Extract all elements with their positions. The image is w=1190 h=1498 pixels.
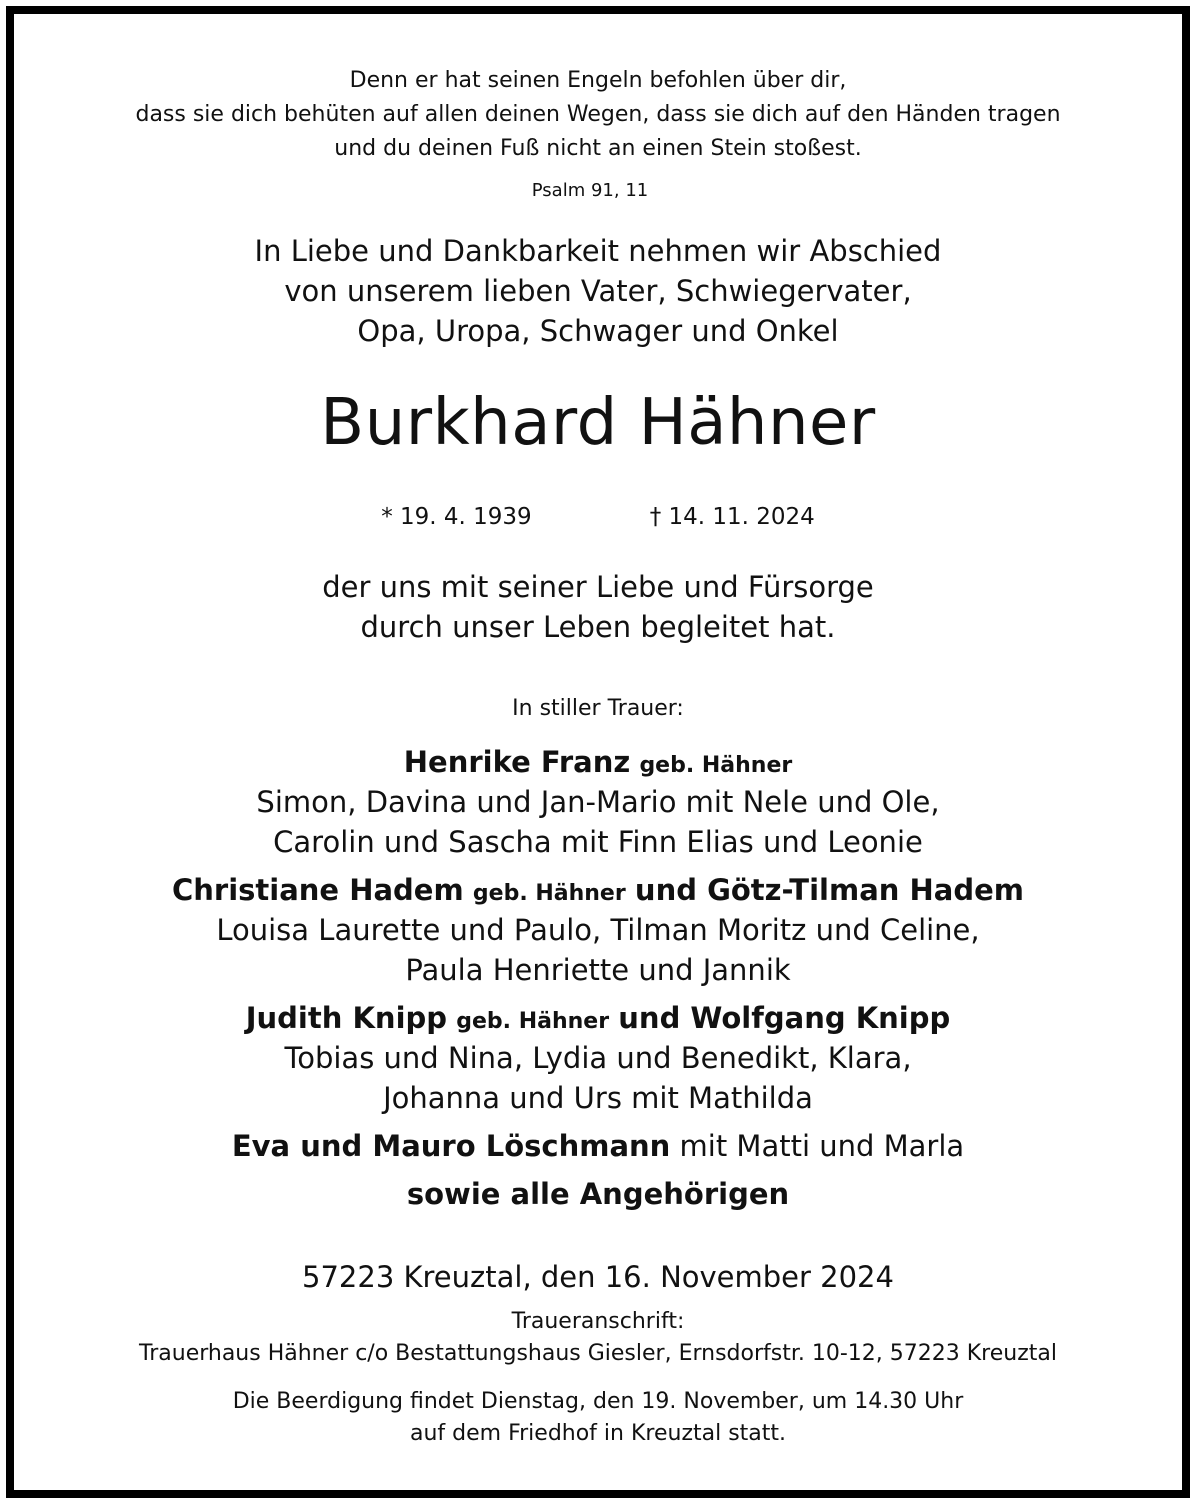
- intro-line-3: Opa, Uropa, Schwager und Onkel: [357, 314, 839, 348]
- family-1-maiden: geb. Hähner: [639, 753, 793, 778]
- verse-line-3: und du deinen Fuß nicht an einen Stein stoßest.: [334, 136, 862, 161]
- family-2-line-1: Louisa Laurette und Paulo, Tilman Moritz und Celine,: [216, 913, 980, 947]
- family-1-name: Henrike Franz: [403, 745, 631, 779]
- verse-line-1: Denn er hat seinen Engeln befohlen über dir,: [349, 68, 847, 93]
- family-3-maiden: geb. Hähner: [456, 1009, 610, 1034]
- funeral-line-1: Die Beerdigung findet Dienstag, den 19. November, um 14.30 Uhr: [232, 1389, 964, 1414]
- family-2-heading: [14, 870, 1182, 914]
- family-3-line-1: Tobias und Nina, Lydia und Benedikt, Klara,: [284, 1041, 912, 1075]
- place-date: 57223 Kreuztal, den 16. November 2024: [302, 1260, 894, 1294]
- life-dates: [14, 504, 1182, 530]
- family-3-heading: [14, 998, 1182, 1042]
- tribute-line-2: durch unser Leben begleitet hat.: [360, 610, 836, 644]
- family-4-line: [14, 1126, 1182, 1166]
- family-3-partner: und Wolfgang Knipp: [618, 1001, 951, 1035]
- death-date: † 14. 11. 2024: [649, 504, 815, 530]
- family-1-line-1: Simon, Davina und Jan-Mario mit Nele und Ole,: [256, 785, 940, 819]
- address-text: Trauerhaus Hähner c/o Bestattungshaus Giesler, Ernsdorfstr. 10-12, 57223 Kreuztal: [139, 1341, 1057, 1366]
- birth-date: * 19. 4. 1939: [381, 504, 532, 530]
- address-label: Traueranschrift:: [511, 1309, 685, 1334]
- family-1-line-2: Carolin und Sascha mit Finn Elias und Leonie: [273, 825, 923, 859]
- deceased-name: Burkhard Hähner: [320, 386, 876, 460]
- family-4-name: Eva und Mauro Löschmann: [231, 1129, 671, 1163]
- tribute-line-1: der uns mit seiner Liebe und Fürsorge: [322, 570, 874, 604]
- intro-line-1: In Liebe und Dankbarkeit nehmen wir Abschied: [254, 234, 942, 268]
- obituary-frame: [6, 6, 1190, 1498]
- family-2-partner: und Götz-Tilman Hadem: [634, 873, 1024, 907]
- mourners-label: In stiller Trauer:: [512, 696, 684, 721]
- family-1-heading: [14, 742, 1182, 786]
- family-3-name: Judith Knipp: [245, 1001, 448, 1035]
- funeral-line-2: auf dem Friedhof in Kreuztal statt.: [409, 1421, 787, 1446]
- family-2-line-2: Paula Henriette und Jannik: [405, 953, 791, 987]
- verse-reference: Psalm 91, 11: [531, 180, 649, 201]
- closing-text: sowie alle Angehörigen: [406, 1177, 790, 1211]
- verse-line-2: dass sie dich behüten auf allen deinen Wegen, dass sie dich auf den Händen tragen: [135, 102, 1061, 127]
- intro-line-2: von unserem lieben Vater, Schwiegervater,: [284, 274, 912, 308]
- family-2-maiden: geb. Hähner: [472, 881, 626, 906]
- family-3-line-2: Johanna und Urs mit Mathilda: [383, 1081, 813, 1115]
- family-4-rest: mit Matti und Marla: [679, 1129, 965, 1163]
- closing-line: [14, 1174, 1182, 1214]
- family-2-name: Christiane Hadem: [171, 873, 464, 907]
